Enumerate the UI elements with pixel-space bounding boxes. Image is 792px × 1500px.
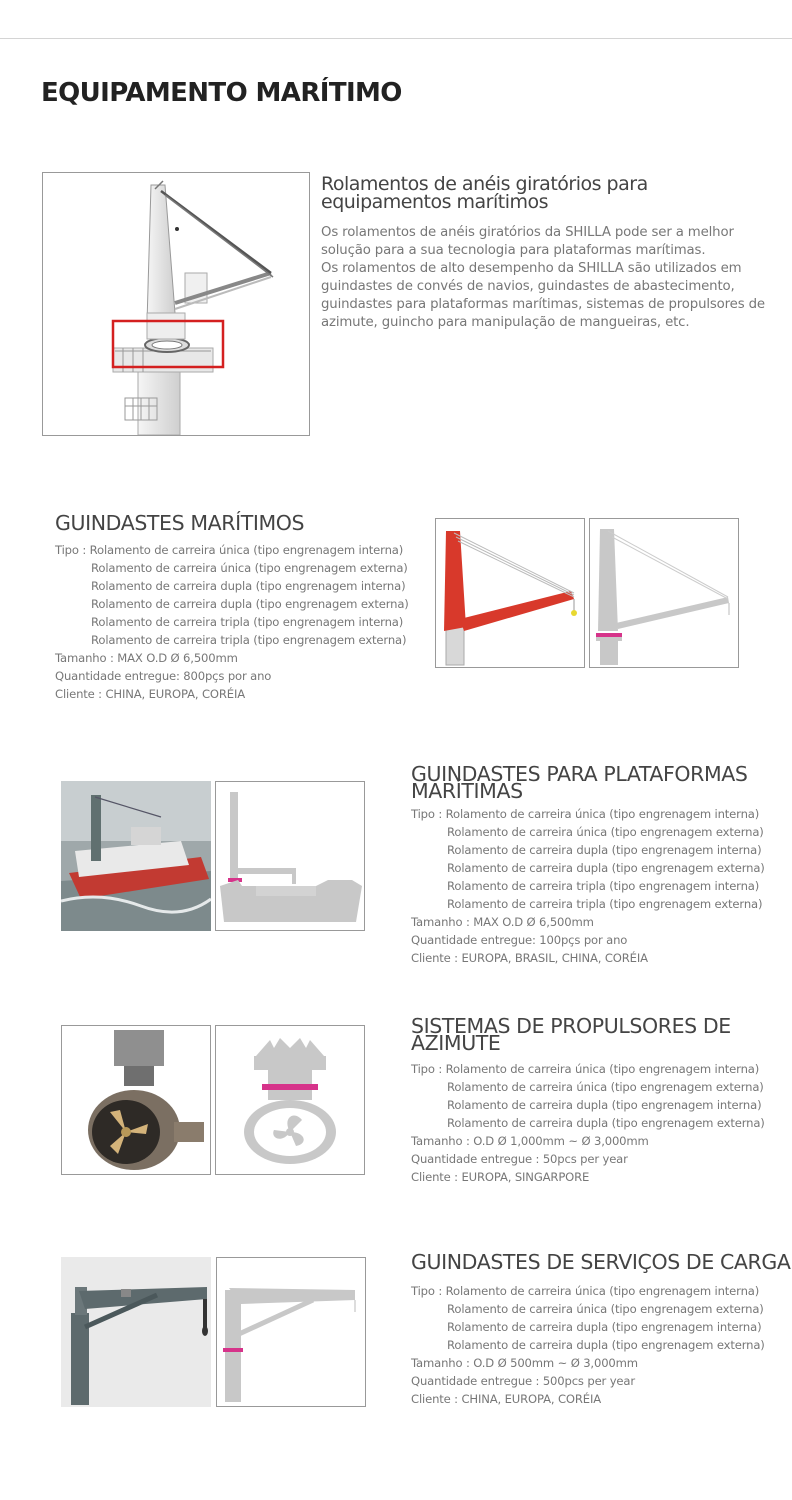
offshore-crane-diagram — [215, 781, 365, 931]
type-label: Tipo : — [411, 1284, 446, 1298]
spec-list-azimuth-thrusters — [411, 1060, 765, 1186]
spec-client: Cliente : CHINA, EUROPA, CORÉIA — [55, 687, 246, 701]
intro-title-line-1: Rolamentos de anéis giratórios para — [321, 173, 648, 195]
intro-text-line: solução para a sua tecnologia para plataformas marítimas. — [321, 243, 706, 258]
spec-quantity: Quantidade entregue: 100pçs por ano — [411, 933, 628, 947]
type-item: Rolamento de carreira dupla (tipo engrenagem externa) — [447, 861, 765, 875]
intro-title-line-2: equipamentos marítimos — [321, 191, 549, 213]
cargo-crane-photo — [61, 1257, 211, 1407]
spec-list-marine-cranes — [55, 541, 409, 703]
spec-type-row — [55, 541, 409, 559]
type-item: Rolamento de carreira tripla (tipo engrenagem externa) — [447, 897, 763, 911]
type-item: Rolamento de carreira dupla (tipo engrenagem externa) — [91, 597, 409, 611]
section-title-azimuth-thrusters — [411, 1014, 731, 1055]
intro-description — [321, 224, 781, 332]
intro-text-line: guindastes de convés de navios, guindastes de abastecimento, — [321, 279, 735, 294]
intro-text-line: Os rolamentos de anéis giratórios da SHILLA pode ser a melhor — [321, 225, 734, 240]
spec-type-row — [411, 1282, 765, 1300]
intro-crane-image — [42, 172, 310, 436]
spec-size: Tamanho : O.D Ø 1,000mm ~ Ø 3,000mm — [411, 1134, 649, 1148]
type-item: Rolamento de carreira única (tipo engrenagem interna) — [445, 1062, 760, 1076]
type-item: Rolamento de carreira dupla (tipo engrenagem externa) — [447, 1338, 765, 1352]
section-title-marine-cranes: GUINDASTES MARÍTIMOS — [55, 511, 305, 535]
spec-size: Tamanho : O.D Ø 500mm ~ Ø 3,000mm — [411, 1356, 638, 1370]
type-label: Tipo : — [411, 1062, 446, 1076]
azimuth-thruster-photo — [61, 1025, 211, 1175]
crane-illustration — [43, 173, 309, 435]
type-item: Rolamento de carreira tripla (tipo engrenagem externa) — [91, 633, 407, 647]
type-item: Rolamento de carreira única (tipo engrenagem interna) — [445, 1284, 760, 1298]
type-item: Rolamento de carreira única (tipo engrenagem interna) — [445, 807, 760, 821]
type-item: Rolamento de carreira tripla (tipo engrenagem interna) — [447, 879, 760, 893]
type-item: Rolamento de carreira única (tipo engrenagem externa) — [447, 825, 764, 839]
type-item: Rolamento de carreira única (tipo engrenagem externa) — [447, 1080, 764, 1094]
intro-text-line: azimute, guincho para manipulação de mangueiras, etc. — [321, 315, 690, 330]
spec-client: Cliente : CHINA, EUROPA, CORÉIA — [411, 1392, 602, 1406]
spec-quantity: Quantidade entregue : 50pcs per year — [411, 1152, 628, 1166]
type-item: Rolamento de carreira dupla (tipo engrenagem interna) — [447, 843, 762, 857]
type-item: Rolamento de carreira dupla (tipo engrenagem interna) — [91, 579, 406, 593]
section-title-cargo-cranes: GUINDASTES DE SERVIÇOS DE CARGA — [411, 1250, 791, 1274]
offshore-vessel-photo — [61, 781, 211, 931]
type-item: Rolamento de carreira única (tipo engrenagem externa) — [91, 561, 408, 575]
page-title: EQUIPAMENTO MARÍTIMO — [41, 78, 402, 108]
intro-title — [321, 175, 721, 211]
top-divider — [0, 38, 792, 39]
intro-text-line: guindastes para plataformas marítimas, sistemas de propulsores de — [321, 297, 765, 312]
type-label: Tipo : — [411, 807, 446, 821]
type-item: Rolamento de carreira dupla (tipo engrenagem interna) — [447, 1098, 762, 1112]
type-item: Rolamento de carreira tripla (tipo engrenagem interna) — [91, 615, 404, 629]
spec-size: Tamanho : MAX O.D Ø 6,500mm — [55, 651, 238, 665]
azimuth-thruster-diagram — [215, 1025, 365, 1175]
cargo-crane-diagram — [216, 1257, 366, 1407]
marine-crane-photo — [435, 518, 585, 668]
type-item: Rolamento de carreira única (tipo engrenagem interna) — [89, 543, 404, 557]
spec-client: Cliente : EUROPA, SINGARPORE — [411, 1170, 590, 1184]
spec-quantity: Quantidade entregue: 800pçs por ano — [55, 669, 272, 683]
spec-client: Cliente : EUROPA, BRASIL, CHINA, CORÉIA — [411, 951, 648, 965]
title-line: MARÍTIMAS — [411, 779, 523, 803]
spec-type-row — [411, 1060, 765, 1078]
spec-list-cargo-cranes — [411, 1282, 765, 1408]
type-item: Rolamento de carreira dupla (tipo engrenagem interna) — [447, 1320, 762, 1334]
spec-list-offshore-cranes — [411, 805, 765, 967]
spec-size: Tamanho : MAX O.D Ø 6,500mm — [411, 915, 594, 929]
title-line: SISTEMAS DE PROPULSORES DE — [411, 1014, 731, 1038]
type-item: Rolamento de carreira única (tipo engrenagem externa) — [447, 1302, 764, 1316]
spec-type-row — [411, 805, 765, 823]
title-line: AZIMUTE — [411, 1031, 501, 1055]
intro-text-line: Os rolamentos de alto desempenho da SHILLA são utilizados em — [321, 261, 742, 276]
type-item: Rolamento de carreira dupla (tipo engrenagem externa) — [447, 1116, 765, 1130]
section-title-offshore-cranes — [411, 762, 748, 803]
spec-quantity: Quantidade entregue : 500pcs per year — [411, 1374, 635, 1388]
type-label: Tipo : — [55, 543, 90, 557]
marine-crane-diagram — [589, 518, 739, 668]
title-line: GUINDASTES PARA PLATAFORMAS — [411, 762, 748, 786]
